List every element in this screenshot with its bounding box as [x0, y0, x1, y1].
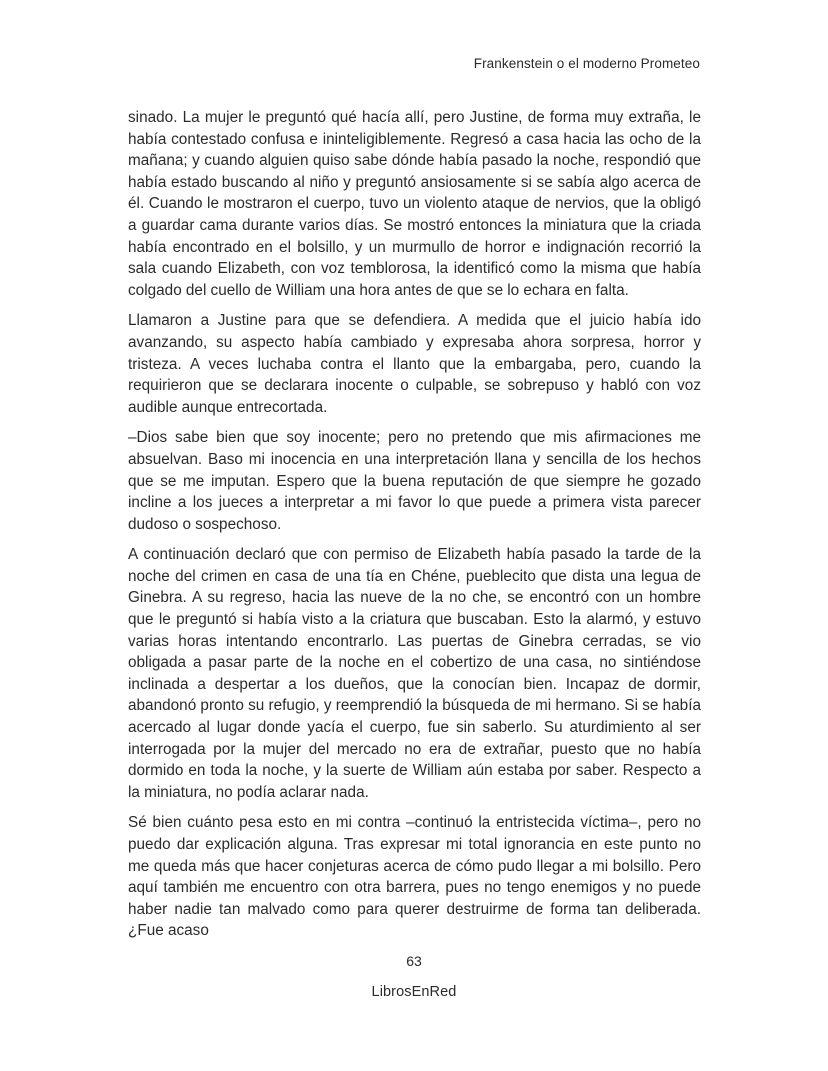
body-paragraph: –Dios sabe bien que soy inocente; pero no pretendo que mis afirmaciones me absuelvan. Baso mi inocencia en una interpretación llana y sencilla de los hechos que se me imputan. Espero que la buena reputación de que siempre he gozado incline a los jueces a interpretar a mi favor lo que puede a primera vista parecer dudoso o sospechoso. — [128, 429, 701, 533]
body-text-column — [128, 107, 701, 942]
body-paragraph: Sé bien cuánto pesa esto en mi contra –continuó la entristecida víctima–, pero no puedo dar explicación alguna. Tras expresar mi total ignorancia en este punto no me queda más que hacer conjeturas acerca de cómo pudo llegar a mi bolsillo. Pero aquí también me encuentro con otra barrera, pues no tengo enemigos y no puede haber nadie tan malvado como para querer destruirme de forma tan deliberada. ¿Fue acaso — [128, 814, 701, 940]
publisher-imprint: LibrosEnRed — [371, 984, 457, 1000]
body-paragraph: sinado. La mujer le preguntó qué hacía allí, pero Justine, de forma muy extraña, le había contestado confusa e ininteligiblemente. Regresó a casa hacia las ocho de la mañana; y cuando alguien quiso sabe dónde había pasado la noche, respondió que había estado buscando al niño y preguntó ansiosamente si se sabía algo acerca de él. Cuando le mostraron el cuerpo, tuvo un violento ataque de nervios, que la obligó a guardar cama durante varios días. Se mostró entonces la miniatura que la criada había encontrado en el bolsillo, y un murmullo de horror e indignación recorrió la sala cuando Elizabeth, con voz temblorosa, la identificó como la misma que había colgado del cuello de William una hora antes de que se lo echara en falta. — [128, 109, 701, 299]
body-paragraph: Llamaron a Justine para que se defendiera. A medida que el juicio había ido avanzando, su aspecto había cambiado y expresaba ahora sorpresa, horror y tristeza. A veces luchaba contra el llanto que la embargaba, pero, cuando la requirieron que se declarara inocente o culpable, se sobrepuso y habló con voz audible aunque entrecortada. — [128, 312, 701, 416]
body-paragraph: A continuación declaró que con permiso de Elizabeth había pasado la tarde de la noche del crimen en casa de una tía en Chéne, pueblecito que dista una legua de Ginebra. A su regreso, hacia las nueve de la no che, se encontró con un hombre que le preguntó si había visto a la criatura que buscaban. Esto la alarmó, y estuvo varias horas intentando encontrarlo. Las puertas de Ginebra cerradas, se vio obligada a pasar parte de la noche en el cobertizo de una casa, no sintiéndose inclinada a despertar a los dueños, que la conocían bien. Incapaz de dormir, abandonó pronto su refugio, y reemprendió la búsqueda de mi hermano. Si se había acercado al lugar donde yacía el cuerpo, fue sin saberlo. Su aturdimiento al ser interrogada por la mujer del mercado no era de extrañar, puesto que no había dormido en toda la noche, y la suerte de William aún estaba por saber. Respecto a la miniatura, no podía aclarar nada. — [128, 546, 701, 801]
page-number: 63 — [406, 953, 422, 969]
running-head: Frankenstein o el moderno Prometeo — [473, 56, 700, 71]
